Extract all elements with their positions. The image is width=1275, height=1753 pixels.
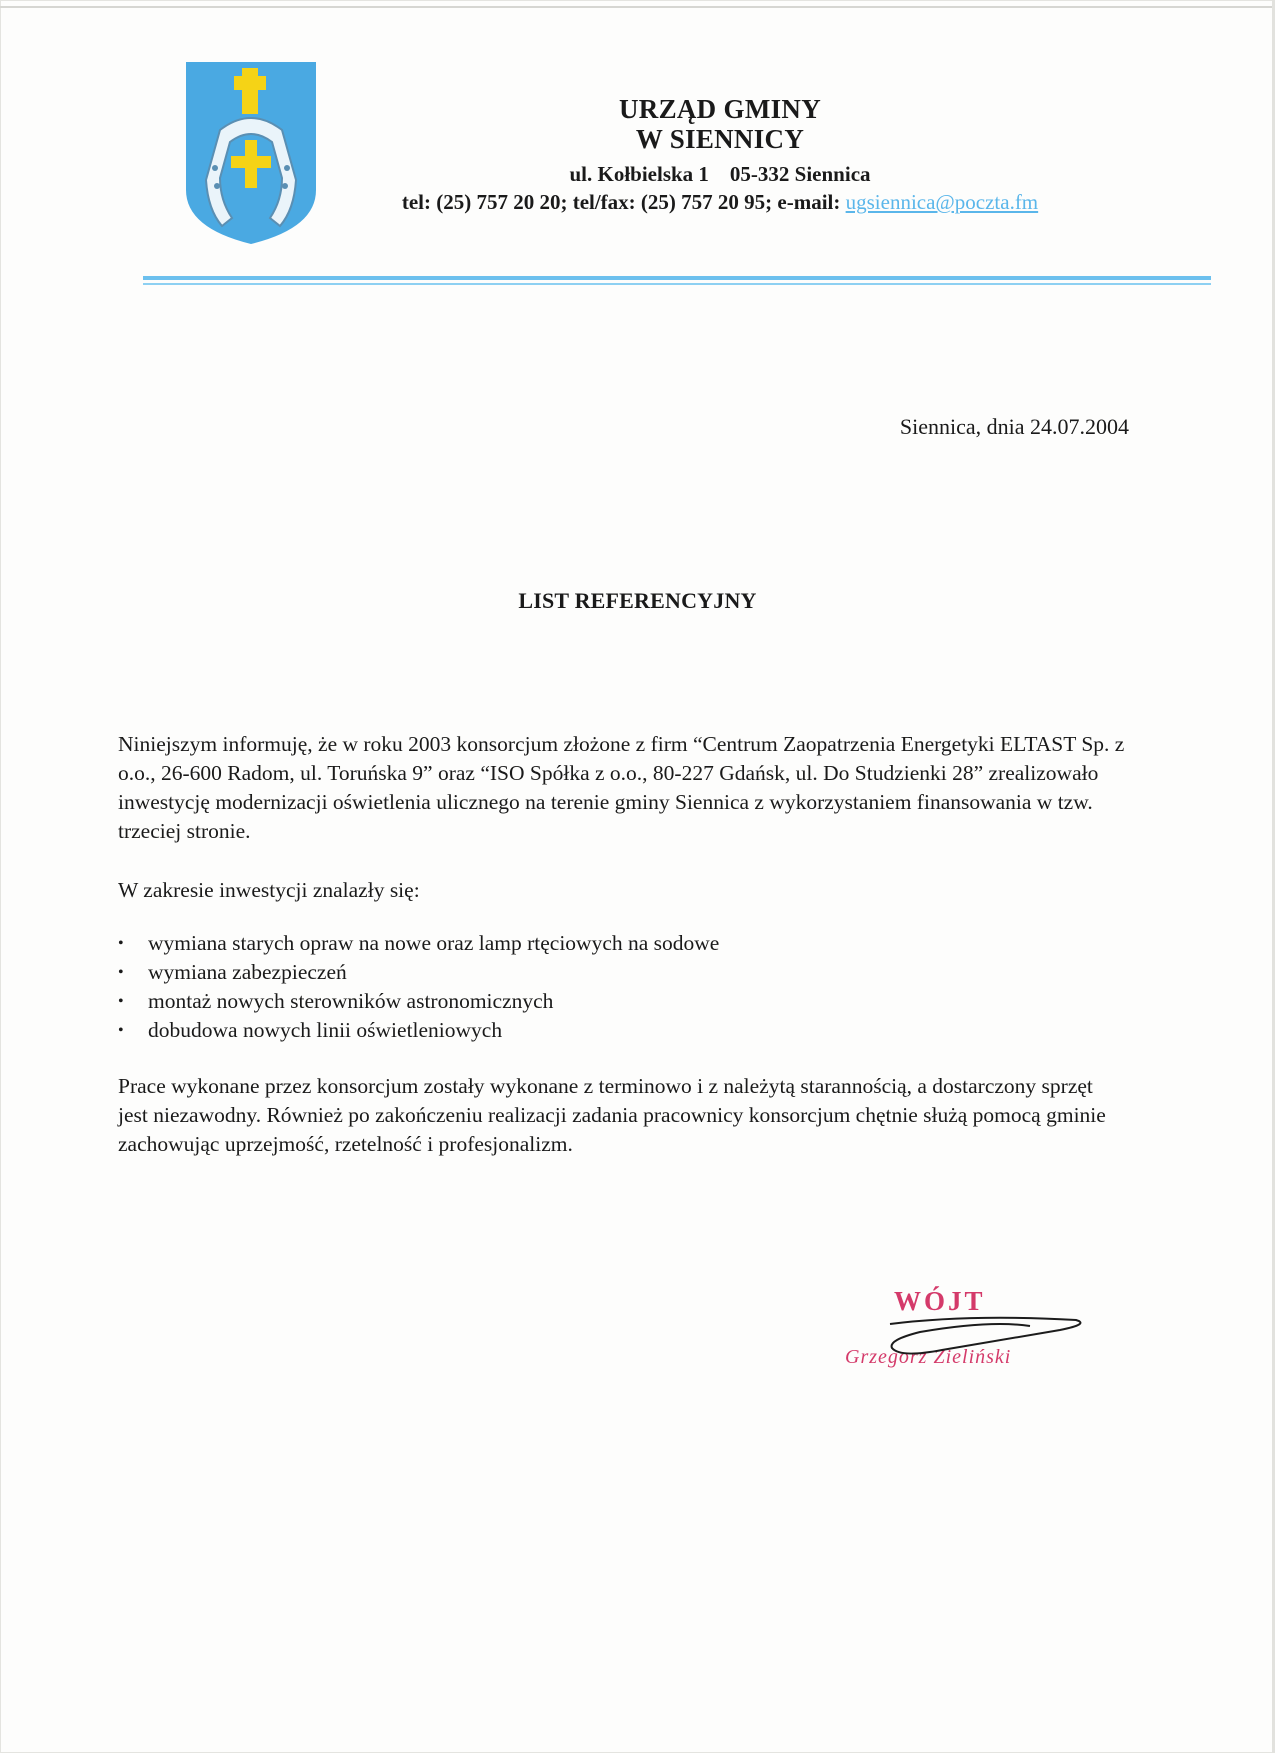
bullet-icon: • [118, 964, 124, 981]
signatory-name: Grzegorz Zieliński [845, 1346, 1012, 1368]
list-item-text: wymiana starych opraw na nowe oraz lamp rtęciowych na sodowe [148, 931, 720, 955]
contact-phones: tel: (25) 757 20 20; tel/fax: (25) 757 20 95; e-mail: [401, 190, 846, 214]
office-name-line2: W SIENNICY [635, 124, 805, 154]
office-contact [300, 188, 1140, 216]
email-link[interactable]: ugsiennica@poczta.fm [845, 190, 1039, 214]
office-address: ul. Kołbielska 1 05-332 Siennica [569, 162, 871, 186]
letter-title: LIST REFERENCYJNY [518, 588, 757, 613]
list-item [118, 958, 719, 987]
header-divider-secondary [143, 283, 1211, 285]
scope-intro: W zakresie inwestycji znalazły się: [118, 878, 420, 902]
letterhead [300, 94, 1140, 216]
coat-of-arms-icon [184, 60, 318, 246]
handwritten-signature-icon [880, 1300, 1090, 1370]
list-item-text: wymiana zabezpieczeń [148, 960, 347, 984]
bullet-icon: • [118, 1022, 124, 1039]
list-item [118, 1016, 719, 1045]
bullet-icon: • [118, 935, 124, 952]
bullet-icon: • [118, 993, 124, 1010]
letter-date: Siennica, dnia 24.07.2004 [899, 414, 1129, 439]
header-divider [143, 276, 1211, 280]
list-item [118, 987, 719, 1016]
scan-edge [0, 6, 1275, 8]
list-item-text: dobudowa nowych linii oświetleniowych [148, 1018, 503, 1042]
list-item-text: montaż nowych sterowników astronomicznych [148, 989, 554, 1013]
office-name-line1: URZĄD GMINY [618, 94, 822, 124]
signature-stamp [840, 1286, 1100, 1386]
scope-list [118, 929, 719, 1045]
closing-paragraph: Prace wykonane przez konsorcjum zostały wykonane z terminowo i z należytą starannością, a dostarczony sprzęt jest niezawodny. Również po zakończeniu realizacji zadania pracownicy konsorcjum chętnie służą pomocą gminie zachowując uprzejmość, rzetelność i profesjonalizm. [118, 1074, 1106, 1156]
intro-paragraph: Niniejszym informuję, że w roku 2003 konsorcjum złożone z firm “Centrum Zaopatrzenia Energetyki ELTAST Sp. z o.o., 26-600 Radom, ul. Toruńska 9” oraz “ISO Spółka z o.o., 80-227 Gdańsk, ul. Do Studzienki 28” zrealizowało inwestycję modernizacji oświetlenia ulicznego na terenie gminy Siennica z wykorzystaniem finansowania w tzw. trzeciej stronie. [118, 732, 1125, 843]
list-item [118, 929, 719, 958]
signatory-title: WÓJT [894, 1286, 986, 1316]
